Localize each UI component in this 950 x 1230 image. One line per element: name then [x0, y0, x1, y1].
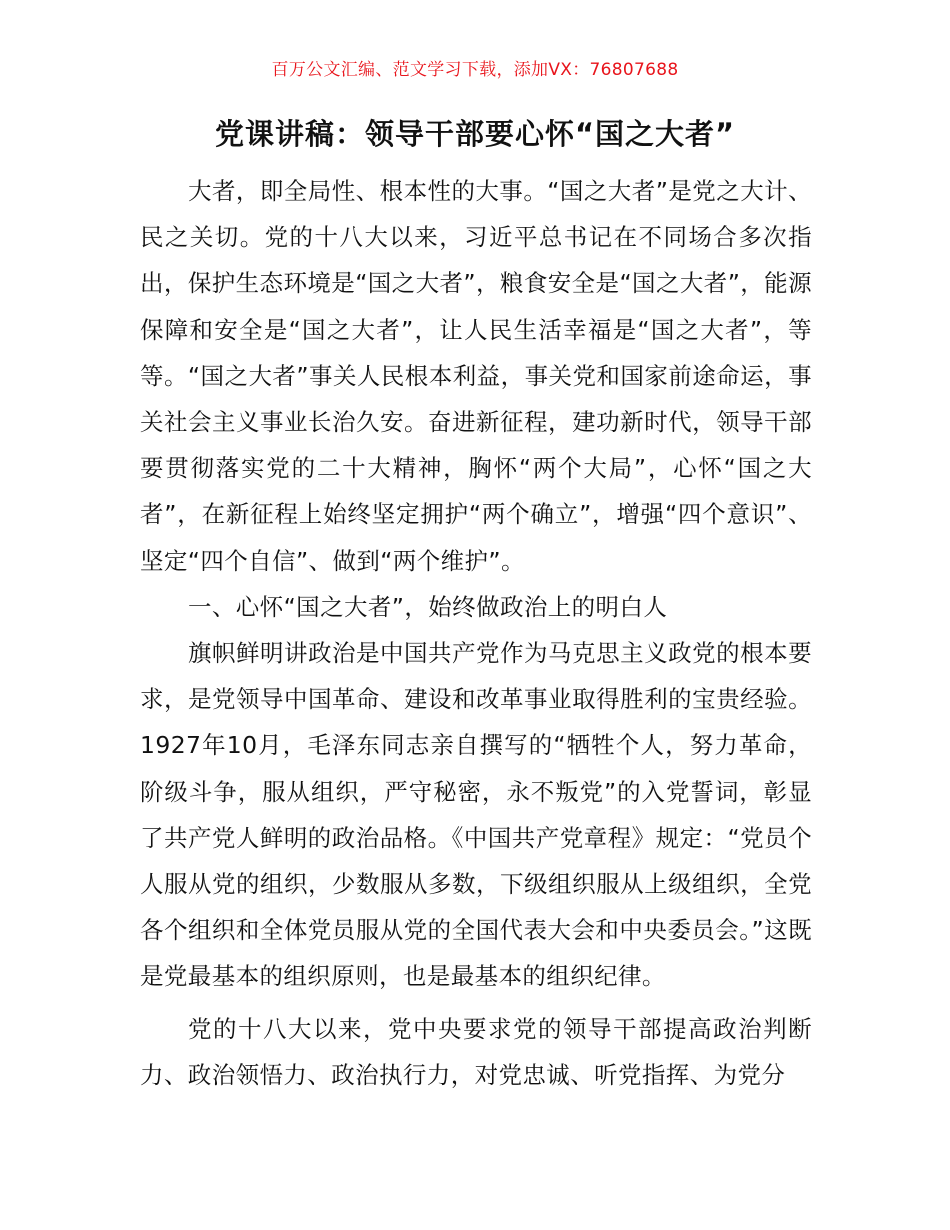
document-body [140, 168, 812, 1098]
document-title: 党课讲稿：领导干部要心怀“国之大者” [214, 117, 736, 151]
section-heading-1: 一、心怀“国之大者”，始终做政治上的明白人 [188, 592, 668, 621]
header-note: 百万公文汇编、范文学习下载，添加VX：76807688 [271, 60, 679, 80]
paragraph-political: 旗帜鲜明讲政治是中国共产党作为马克思主义政党的根本要求，是党领导中国革命、建设和改革事业取得胜利的宝贵经验。1927年10月，毛泽东同志亲自撰写的“牺牲个人，努力革命，阶级斗争，服从组织，严守秘密，永不叛党”的入党誓词，彰显了共产党人鲜明的政治品格。《中国共产党章程》规定：“党员个人服从党的组织，少数服从多数，下级组织服从上级组织，全党各个组织和全体党员服从党的全国代表大会和中央委员会。”这既是党最基本的组织原则，也是最基本的组织纪律。 [140, 639, 812, 991]
paragraph-eighteenth-congress: 党的十八大以来，党中央要求党的领导干部提高政治判断力、政治领悟力、政治执行力，对党忠诚、听党指挥、为党分 [140, 1014, 812, 1089]
paragraph-intro: 大者，即全局性、根本性的大事。“国之大者”是党之大计、民之关切。党的十八大以来，习近平总书记在不同场合多次指出，保护生态环境是“国之大者”，粮食安全是“国之大者”，能源保障和安全是“国之大者”，让人民生活幸福是“国之大者”，等等。“国之大者”事关人民根本利益，事关党和国家前途命运，事关社会主义事业长治久安。奋进新征程，建功新时代，领导干部要贯彻落实党的二十大精神，胸怀“两个大局”，心怀“国之大者”，在新征程上始终坚定拥护“两个确立”，增强“四个意识”、坚定“四个自信”、做到“两个维护”。 [140, 177, 812, 575]
